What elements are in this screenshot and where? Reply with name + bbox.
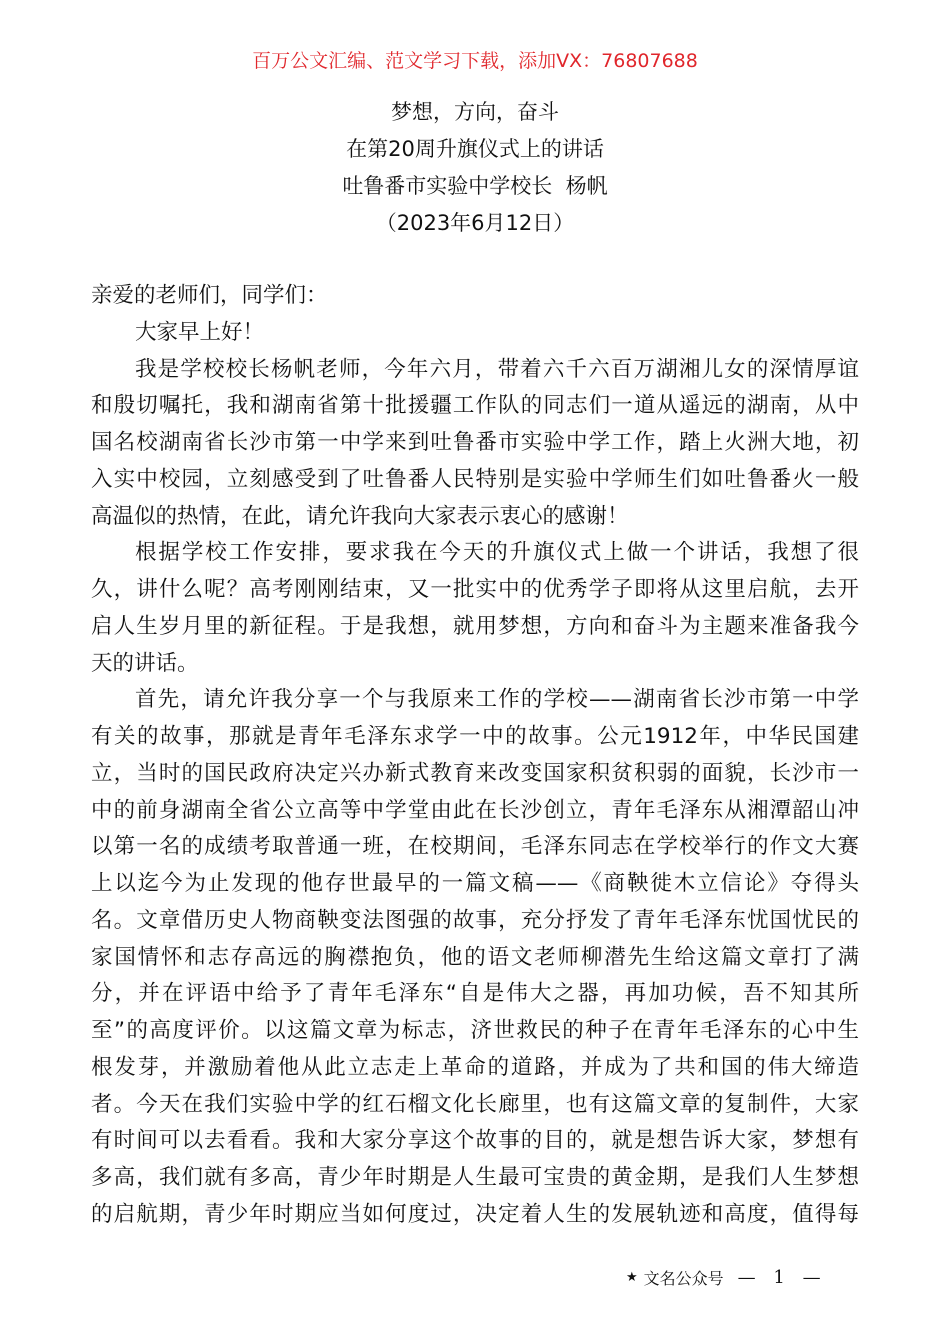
paragraph-line: 入实中校园，立刻感受到了吐鲁番人民特别是实验中学师生们如吐鲁番火一般 (91, 466, 859, 492)
paragraph-line: 名。文章借历史人物商鞅变法图强的故事，充分抒发了青年毛泽东忧国忧民的 (91, 907, 859, 933)
paragraph-line: 立，当时的国民政府决定兴办新式教育来改变国家积贫积弱的面貌，长沙市一 (91, 760, 859, 786)
paragraph-line: 天的讲话。 (91, 650, 199, 676)
document-body (91, 278, 859, 1234)
paragraph-line: 国名校湖南省长沙市第一中学来到吐鲁番市实验中学工作，踏上火洲大地，初 (91, 430, 859, 455)
paragraph-line: 我是学校校长杨帆老师，今年六月，带着六千六百万湖湘儿女的深情厚谊 (135, 356, 859, 382)
paragraph-line: 久，讲什么呢？高考刚刚结束，又一批实中的优秀学子即将从这里启航，去开 (91, 577, 859, 602)
paragraph-line: 的启航期，青少年时期应当如何度过，决定着人生的发展轨迹和高度，值得每 (91, 1201, 859, 1227)
footer-source: 文名公众号 (643, 1269, 724, 1288)
paragraph-line: 以第一名的成绩考取普通一班，在校期间，毛泽东同志在学校举行的作文大赛 (91, 834, 859, 860)
paragraph-line: 启人生岁月里的新征程。于是我想，就用梦想，方向和奋斗为主题来准备我今 (91, 613, 859, 639)
paragraph-line: 和殷切嘱托，我和湖南省第十批援疆工作队的同志们一道从遥远的湖南，从中 (91, 393, 859, 419)
paragraph-line: 分，并在评语中给予了青年毛泽东“自是伟大之器，再加功候，吾不知其所 (91, 981, 859, 1007)
paragraph-line: 有关的故事，那就是青年毛泽东求学一中的故事。公元1912年，中华民国建 (91, 724, 859, 749)
watermark-banner: 百万公文汇编、范文学习下载，添加VX：76807688 (252, 50, 698, 72)
document-subtitle: 在第20周升旗仪式上的讲话 (346, 137, 604, 161)
page-number: — 1 — (737, 1267, 827, 1288)
speaker-line: 吐鲁番市实验中学校长 杨帆 (342, 174, 608, 198)
paragraph-line: 首先，请允许我分享一个与我原来工作的学校——湖南省长沙市第一中学 (135, 687, 859, 713)
date-line: （2023年6月12日） (375, 211, 575, 235)
star-icon: ★ (626, 1270, 638, 1285)
title-block (0, 94, 950, 242)
paragraph-line: 高温似的热情，在此，请允许我向大家表示衷心的感谢！ (91, 503, 629, 529)
salutation: 亲爱的老师们，同学们： (91, 283, 328, 308)
paragraph-line: 上以迄今为止发现的他存世最早的一篇文稿——《商鞅徙木立信论》夺得头 (91, 871, 859, 896)
paragraph-line: 根发芽，并激励着他从此立志走上革命的道路，并成为了共和国的伟大缔造 (91, 1054, 859, 1080)
page-footer (626, 1266, 827, 1289)
paragraph-line: 有时间可以去看看。我和大家分享这个故事的目的，就是想告诉大家，梦想有 (91, 1128, 859, 1154)
paragraph-line: 家国情怀和志存高远的胸襟抱负，他的语文老师柳潜先生给这篇文章打了满 (91, 944, 859, 970)
document-title: 梦想，方向，奋斗 (391, 100, 559, 124)
paragraph-line: 中的前身湖南全省公立高等中学堂由此在长沙创立，青年毛泽东从湘潭韶山冲 (91, 797, 859, 823)
paragraph-line: 者。今天在我们实验中学的红石榴文化长廊里，也有这篇文章的复制件，大家 (91, 1091, 859, 1117)
paragraph-line: 多高，我们就有多高，青少年时期是人生最可宝贵的黄金期，是我们人生梦想 (91, 1165, 859, 1190)
greeting: 大家早上好！ (135, 319, 265, 345)
paragraph-line: 至”的高度评价。以这篇文章为标志，济世救民的种子在青年毛泽东的心中生 (91, 1018, 859, 1043)
paragraph-line: 根据学校工作安排，要求我在今天的升旗仪式上做一个讲话，我想了很 (135, 540, 859, 566)
